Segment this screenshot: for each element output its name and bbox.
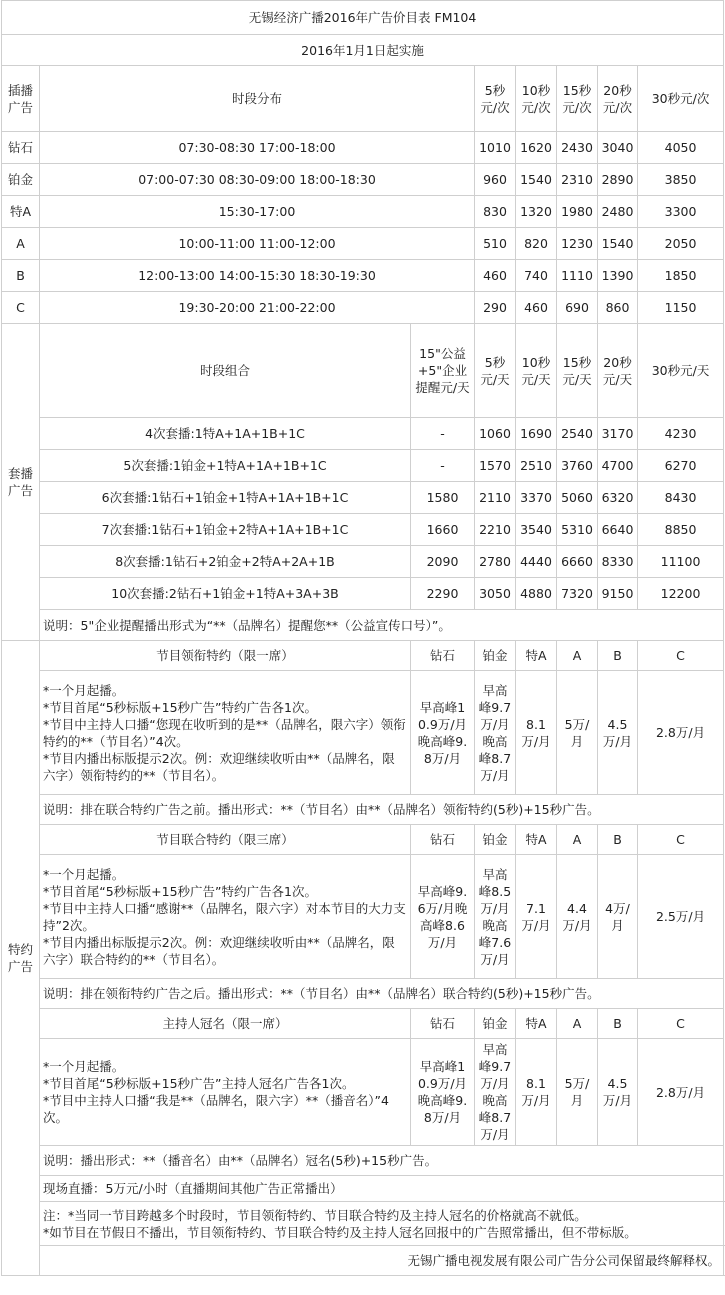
live-broadcast: 现场直播：5万元/小时（直播期间其他广告正常播出） [40,1176,724,1202]
header-15s: 15秒元/次 [557,66,598,132]
price-cell: 1660 [411,514,475,546]
price-cell: 960 [475,164,516,196]
price-cell: 2540 [557,418,598,450]
price-cell: 2210 [475,514,516,546]
price-cell: 2.5万/月 [638,855,724,979]
time-cell: 07:30-08:30 17:00-18:00 [40,132,475,164]
grade-header: 特A [516,1009,557,1039]
grade-header: 特A [516,641,557,671]
price-cell: 820 [516,228,557,260]
price-cell: 4050 [638,132,724,164]
price-cell: 2.8万/月 [638,1039,724,1146]
price-cell: 290 [475,292,516,324]
price-cell: 7.1万/月 [516,855,557,979]
price-cell: 6320 [598,482,638,514]
price-cell: 早高峰8.5万/月晚高峰7.6万/月 [475,855,516,979]
joint-description: *一个月起播。 *节目首尾“5秒标版+15秒广告”特约广告各1次。 *节目中主持人口播“感谢**（品牌名，限六字）对本节目的大力支持”2次。 *节目内播出标版提示2次。例：欢迎继续收听由**（品牌名，限六字）联合特约的**（节目名）。 [40,855,411,979]
combo-cell: 7次套播:1钻石+1铂金+2特A+1A+1B+1C [40,514,411,546]
header-sponsor: 特约广告 [2,641,40,1276]
price-cell: 860 [598,292,638,324]
time-cell: 19:30-20:00 21:00-22:00 [40,292,475,324]
header-20s: 20秒元/次 [598,66,638,132]
table-row [2,228,724,260]
price-cell: 1850 [638,260,724,292]
header-10d: 10秒元/天 [516,324,557,418]
price-cell: 1580 [411,482,475,514]
price-cell: 1230 [557,228,598,260]
grade-header: A [557,641,598,671]
price-cell: - [411,418,475,450]
grade-header: 铂金 [475,641,516,671]
price-cell: 2430 [557,132,598,164]
price-cell: 2290 [411,578,475,610]
price-cell: 2480 [598,196,638,228]
price-cell: 460 [516,292,557,324]
combo-cell: 8次套播:1钻石+2铂金+2特A+2A+1B [40,546,411,578]
price-cell: 8330 [598,546,638,578]
header-combo: 时段组合 [40,324,411,418]
price-cell: 3370 [516,482,557,514]
table-row [2,196,724,228]
table-row [2,164,724,196]
price-cell: 1980 [557,196,598,228]
grade-cell: 钻石 [2,132,40,164]
host-title: 主持人冠名（限一席） [40,1009,411,1039]
lead-description: *一个月起播。 *节目首尾“5秒标版+15秒广告”特约广告各1次。 *节目中主持人口播“您现在收听到的是**（品牌名，限六字）领衔特约的**（节目名）”4次。 *节目内播出标版提示2次。例：欢迎继续收听由**（品牌名，限六字）领衔特约的**（节目名）。 [40,671,411,795]
price-cell: 1540 [598,228,638,260]
price-cell: 1320 [516,196,557,228]
price-cell: 4700 [598,450,638,482]
price-cell: 2890 [598,164,638,196]
price-cell: 2050 [638,228,724,260]
price-cell: 4440 [516,546,557,578]
price-cell: 早高峰9.6万/月晚高峰8.6万/月 [411,855,475,979]
price-cell: 5万/月 [557,671,598,795]
grade-header: 钻石 [411,641,475,671]
price-cell: 1060 [475,418,516,450]
price-cell: 1390 [598,260,638,292]
header-5d: 5秒元/天 [475,324,516,418]
copyright-footer: 无锡广播电视发展有限公司广告分公司保留最终解释权。 [40,1246,724,1276]
table-row [2,260,724,292]
table-row [2,578,724,610]
price-cell: - [411,450,475,482]
price-cell: 1150 [638,292,724,324]
header-period: 时段分布 [40,66,475,132]
price-cell: 1570 [475,450,516,482]
price-cell: 6640 [598,514,638,546]
price-cell: 740 [516,260,557,292]
price-cell: 8850 [638,514,724,546]
table-row [2,482,724,514]
grade-header: C [638,825,724,855]
footnotes [40,1202,724,1246]
table-row [2,418,724,450]
grade-header: C [638,1009,724,1039]
time-cell: 12:00-13:00 14:00-15:30 18:30-19:30 [40,260,475,292]
price-cell: 7320 [557,578,598,610]
grade-cell: C [2,292,40,324]
price-cell: 5060 [557,482,598,514]
effective-date: 2016年1月1日起实施 [2,35,724,66]
price-cell: 6270 [638,450,724,482]
combo-cell: 5次套播:1铂金+1特A+1A+1B+1C [40,450,411,482]
grade-header: B [598,1009,638,1039]
grade-header: A [557,825,598,855]
price-cell: 1620 [516,132,557,164]
price-cell: 690 [557,292,598,324]
grade-header: 钻石 [411,1009,475,1039]
grade-header: 钻石 [411,825,475,855]
rate-table [1,0,724,1276]
combo-cell: 10次套播:2钻石+1铂金+1特A+3A+3B [40,578,411,610]
joint-note: 说明：排在领衔特约广告之后。播出形式：**（节目名）由**（品牌名）联合特约(5秒)+15秒广告。 [40,979,724,1009]
price-cell: 3170 [598,418,638,450]
grade-header: A [557,1009,598,1039]
price-cell: 1110 [557,260,598,292]
table-row [2,132,724,164]
time-cell: 07:00-07:30 08:30-09:00 18:00-18:30 [40,164,475,196]
combo-cell: 6次套播:1钻石+1铂金+1特A+1A+1B+1C [40,482,411,514]
grade-header: B [598,641,638,671]
price-cell: 1690 [516,418,557,450]
time-cell: 10:00-11:00 11:00-12:00 [40,228,475,260]
price-cell: 4230 [638,418,724,450]
price-cell: 早高峰10.9万/月晚高峰9.8万/月 [411,671,475,795]
price-cell: 4.5万/月 [598,671,638,795]
header-15d: 15秒元/天 [557,324,598,418]
price-cell: 9150 [598,578,638,610]
price-cell: 2.8万/月 [638,671,724,795]
table-row [2,450,724,482]
price-cell: 2110 [475,482,516,514]
footnote: *如节目在节假日不播出，节目领衔特约、节目联合特约及主持人冠名回报中的广告照常播出，但不带标版。 [43,1224,637,1240]
header-insert: 插播广告 [2,66,40,132]
table-row [2,546,724,578]
price-cell: 3040 [598,132,638,164]
price-cell: 3760 [557,450,598,482]
price-cell: 2780 [475,546,516,578]
price-cell: 早高峰10.9万/月晚高峰9.8万/月 [411,1039,475,1146]
price-cell: 11100 [638,546,724,578]
price-cell: 3050 [475,578,516,610]
combo-cell: 4次套播:1特A+1A+1B+1C [40,418,411,450]
grade-header: 特A [516,825,557,855]
price-cell: 1540 [516,164,557,196]
time-cell: 15:30-17:00 [40,196,475,228]
price-cell: 5310 [557,514,598,546]
table-title: 无锡经济广播2016年广告价目表 FM104 [2,1,724,35]
lead-note: 说明：排在联合特约广告之前。播出形式：**（节目名）由**（品牌名）领衔特约(5秒)+15秒广告。 [40,795,724,825]
header-public: 15"公益+5"企业提醒元/天 [411,324,475,418]
lead-title: 节目领衔特约（限一席） [40,641,411,671]
package-note: 说明：5"企业提醒播出形式为“**（品牌名）提醒您**（公益宣传口号）”。 [40,610,724,641]
price-cell: 12200 [638,578,724,610]
price-cell: 460 [475,260,516,292]
footnote: 注：*当同一节目跨越多个时段时，节目领衔特约、节目联合特约及主持人冠名的价格就高不就低。 [43,1207,587,1223]
header-10s: 10秒元/次 [516,66,557,132]
host-note: 说明：播出形式：**（播音名）由**（品牌名）冠名(5秒)+15秒广告。 [40,1146,724,1176]
table-row [2,514,724,546]
price-cell: 510 [475,228,516,260]
header-30d: 30秒元/天 [638,324,724,418]
grade-cell: A [2,228,40,260]
price-cell: 4.4万/月 [557,855,598,979]
price-cell: 5万/月 [557,1039,598,1146]
grade-cell: 铂金 [2,164,40,196]
grade-cell: 特A [2,196,40,228]
price-cell: 4880 [516,578,557,610]
price-cell: 830 [475,196,516,228]
joint-title: 节目联合特约（限三席） [40,825,411,855]
price-cell: 1010 [475,132,516,164]
header-package: 套播广告 [2,324,40,641]
header-5s: 5秒元/次 [475,66,516,132]
grade-header: 铂金 [475,1009,516,1039]
table-row [2,292,724,324]
price-cell: 3540 [516,514,557,546]
price-cell: 2510 [516,450,557,482]
price-cell: 8430 [638,482,724,514]
header-20d: 20秒元/天 [598,324,638,418]
price-cell: 4.5万/月 [598,1039,638,1146]
price-cell: 3300 [638,196,724,228]
price-cell: 4万/月 [598,855,638,979]
grade-header: B [598,825,638,855]
price-cell: 8.1万/月 [516,1039,557,1146]
price-cell: 2090 [411,546,475,578]
host-description: *一个月起播。 *节目首尾“5秒标版+15秒广告”主持人冠名广告各1次。 *节目中主持人口播“我是**（品牌名，限六字）**（播音名）”4次。 [40,1039,411,1146]
header-30s: 30秒元/次 [638,66,724,132]
price-cell: 早高峰9.7万/月晚高峰8.7万/月 [475,671,516,795]
price-cell: 早高峰9.7万/月晚高峰8.7万/月 [475,1039,516,1146]
price-cell: 3850 [638,164,724,196]
price-cell: 8.1万/月 [516,671,557,795]
price-cell: 6660 [557,546,598,578]
grade-cell: B [2,260,40,292]
price-cell: 2310 [557,164,598,196]
grade-header: 铂金 [475,825,516,855]
grade-header: C [638,641,724,671]
